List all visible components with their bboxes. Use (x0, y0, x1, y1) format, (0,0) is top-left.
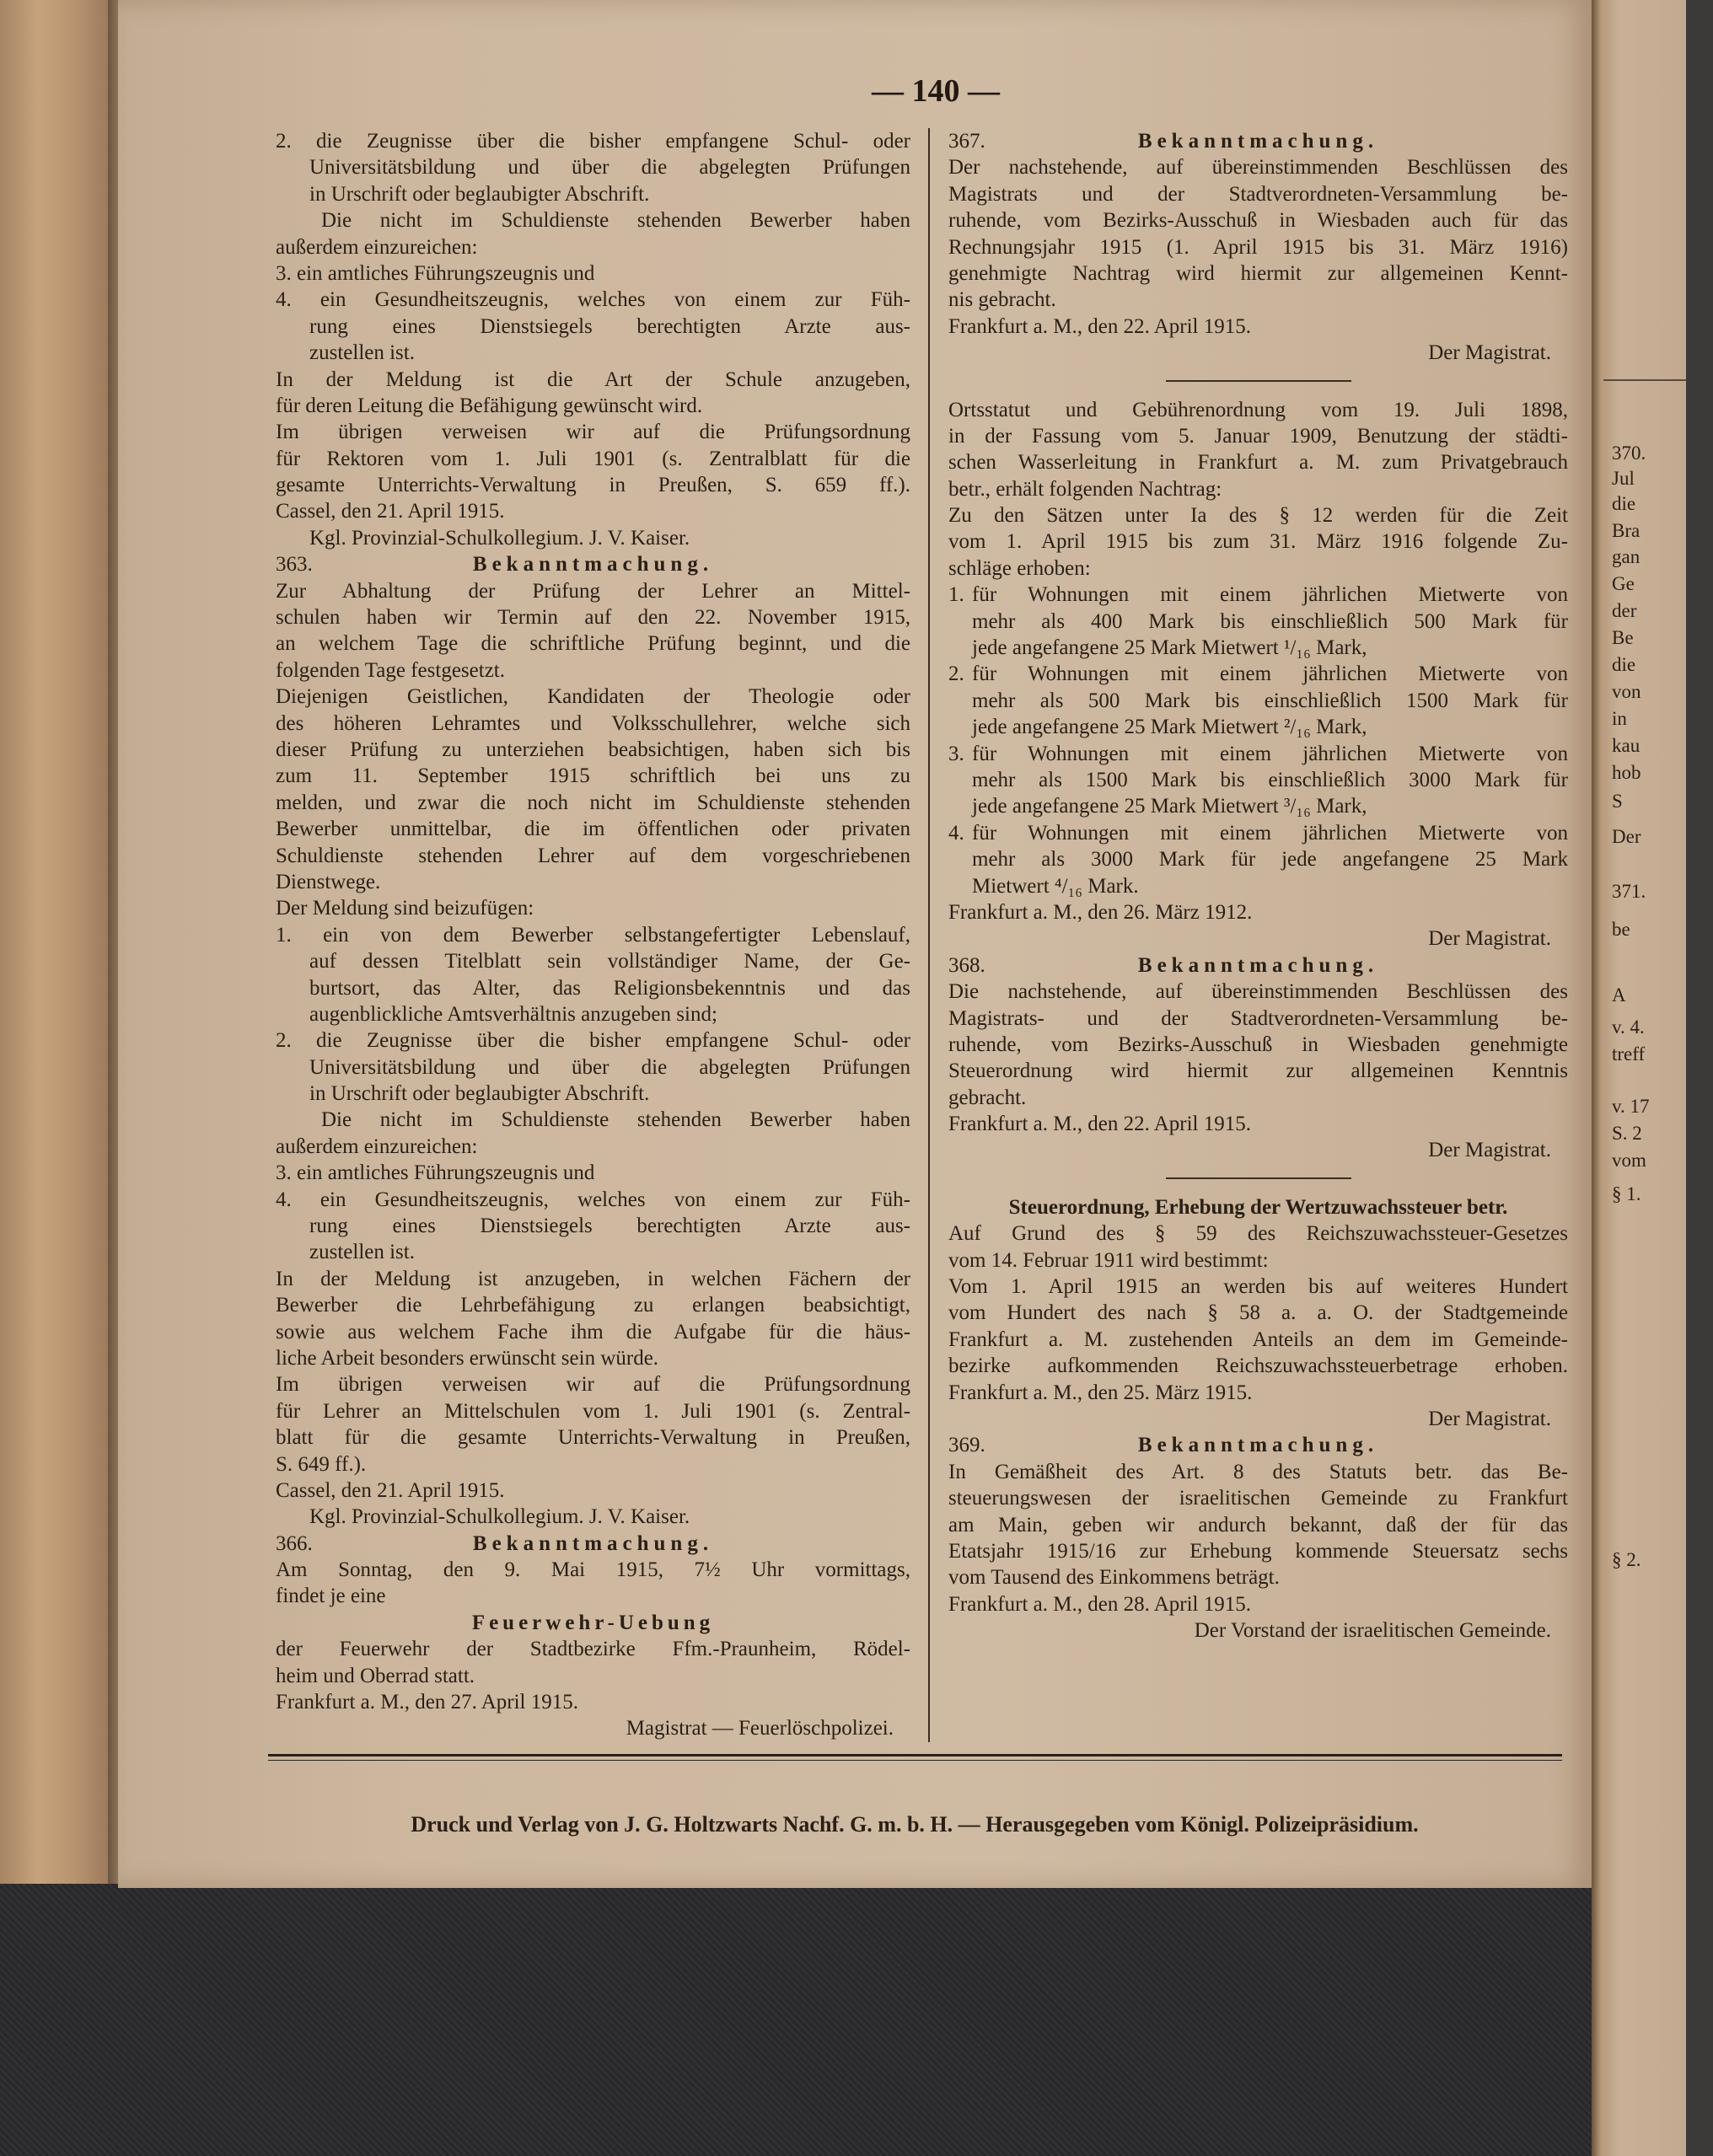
text-line: Auf Grund des § 59 des Reichszuwachssteuer-Gesetzes (948, 1222, 1568, 1246)
text-line: Frankfurt a. M., den 27. April 1915. (276, 1691, 578, 1714)
text-line: blatt für die gesamte Unterrichts-Verwaltung in Preußen, (276, 1426, 910, 1450)
footer-rule (268, 1754, 1562, 1756)
signature-line: Der Magistrat. (1428, 1407, 1551, 1430)
text-line: genehmigte Nachtrag wird hiermit zur allgemeinen Kennt- (948, 261, 1568, 285)
notice-title: Bekanntmachung. (472, 553, 714, 577)
neighbor-fragment: der (1612, 600, 1637, 621)
item-number: 3. (948, 742, 964, 765)
text-line: jede angefangene 25 Mark Mietwert ¹/₁₆ Mark, (972, 636, 1367, 660)
text-line: 1. ein von dem Bewerber selbstangefertigter Lebenslauf, (276, 923, 910, 947)
text-line: augenblickliche Amtsverhältnis anzugeben sind; (309, 1002, 717, 1026)
text-line: Im übrigen verweisen wir auf die Prüfungsordnung (276, 1373, 910, 1397)
text-line: dieser Prüfung zu unterziehen beabsichtigen, haben sich bis (276, 737, 910, 761)
signature-line: Der Magistrat. (1428, 1139, 1551, 1162)
text-line: Magistrats und der Stadtverordneten-Versammlung be- (948, 182, 1568, 206)
section-divider (1166, 1177, 1351, 1179)
text-line: 4. ein Gesundheitszeugnis, welches von einem zur Füh- (276, 288, 910, 312)
signature-line: Der Magistrat. (1428, 341, 1551, 365)
notice-number: 369. (948, 1434, 985, 1457)
neighbor-fragment: Jul (1612, 468, 1635, 489)
text-line: jede angefangene 25 Mark Mietwert ³/₁₆ Mark, (972, 795, 1367, 818)
neighbor-fragment: von (1612, 681, 1641, 702)
notice-title: Bekanntmachung. (472, 1531, 714, 1555)
neighbor-fragment: v. 17 (1612, 1096, 1650, 1117)
notice-number: 368. (948, 953, 985, 977)
neighbor-fragment: § 2. (1612, 1549, 1641, 1570)
text-line: ruhende, vom Bezirks-Ausschuß in Wiesbaden auch für das (948, 209, 1568, 233)
neighbor-fragment: S (1612, 791, 1623, 812)
text-line: bezirke aufkommenden Reichszuwachssteuerbetrage erhoben. (948, 1354, 1568, 1378)
text-line: gebracht. (948, 1086, 1027, 1109)
neighbor-fragment: gan (1612, 546, 1641, 567)
text-line: jede angefangene 25 Mark Mietwert ²/₁₆ Mark, (972, 716, 1367, 739)
text-line: in der Fassung vom 5. Januar 1909, Benutzung der städti- (948, 424, 1568, 448)
neighbor-fragment: be (1612, 919, 1630, 940)
notice-heading (948, 1432, 1568, 1458)
text-line: Universitätsbildung und über die abgelegten Prüfungen (309, 156, 910, 180)
text-line: Cassel, den 21. April 1915. (276, 500, 505, 523)
text-line: in Urschrift oder beglaubigter Abschrift. (309, 1082, 650, 1106)
signature-line: Der Magistrat. (1428, 927, 1551, 951)
neighbor-divider (1603, 379, 1686, 381)
text-line: Cassel, den 21. April 1915. (276, 1478, 505, 1502)
text-line: auf dessen Titelblatt sein vollständiger Name, der Ge- (309, 950, 910, 973)
neighbor-fragment: Ge (1612, 573, 1635, 594)
item-number: 4. (948, 821, 964, 845)
text-line: außerdem einzureichen: (276, 1134, 478, 1158)
notice-368 (948, 952, 1568, 1164)
neighbor-fragment: die (1612, 493, 1636, 514)
column-divider (928, 128, 930, 1742)
text-line: mehr als 3000 Mark für jede angefangene 25 Mark (972, 848, 1568, 872)
text-line: für Wohnungen mit einem jährlichen Mietwerte von (972, 742, 1568, 765)
text-line: Steuerordnung wird hiermit zur allgemeinen Kenntnis (948, 1059, 1568, 1083)
text-line: 2. die Zeugnisse über die bisher empfangene Schul- oder (276, 1029, 910, 1053)
text-line: für Wohnungen mit einem jährlichen Mietwerte von (972, 821, 1568, 845)
notice-367 (948, 128, 1568, 367)
text-line: vom Tausend des Einkommens beträgt. (948, 1566, 1280, 1590)
notice-title: Bekanntmachung. (1137, 1434, 1379, 1457)
text-line: außerdem einzureichen: (276, 235, 478, 259)
text-line: Frankfurt a. M., den 28. April 1915. (948, 1592, 1251, 1616)
book-binding (0, 0, 108, 2156)
text-line: Dienstwege. (276, 870, 381, 893)
text-line: zum 11. September 1915 schriftlich bei uns zu (276, 764, 910, 788)
text-line: S. 649 ff.). (276, 1452, 367, 1476)
text-line: mehr als 1500 Mark bis einschließlich 3000 Mark für (972, 768, 1568, 791)
notice-heading (948, 128, 1568, 154)
text-line: Magistrats- und der Stadtverordneten-Versammlung be- (948, 1006, 1568, 1030)
text-line: Zur Abhaltung der Prüfung der Lehrer an Mittel- (276, 579, 910, 603)
text-line: Frankfurt a. M., den 22. April 1915. (948, 314, 1251, 338)
text-line: mehr als 400 Mark bis einschließlich 500 Mark für (972, 609, 1568, 633)
text-line: Frankfurt a. M., den 25. März 1915. (948, 1381, 1253, 1404)
section-divider (1166, 380, 1351, 382)
text-line: Die nachstehende, auf übereinstimmenden Beschlüssen des (948, 980, 1568, 1004)
text-line: zustellen ist. (309, 341, 415, 365)
notice-heading (276, 551, 910, 577)
text-line: Die nicht im Schuldienste stehenden Bewerber haben (321, 1108, 910, 1132)
list-item (948, 820, 1568, 899)
text-line: Diejenigen Geistlichen, Kandidaten der Theologie oder (276, 685, 910, 709)
neighbor-fragment: Bra (1612, 520, 1641, 541)
notice-title: Bekanntmachung. (1137, 953, 1379, 977)
text-line: heim und Oberrad statt. (276, 1664, 475, 1687)
binding-edge (108, 0, 118, 2156)
text-line: rung eines Dienstsiegels berechtigten Arzte aus- (309, 1215, 910, 1238)
book-cover-bottom (0, 1884, 1593, 2156)
text-line: für Rektoren vom 1. Juli 1901 (s. Zentralblatt für die (276, 447, 910, 470)
neighbor-fragment: S. 2 (1612, 1123, 1642, 1144)
neighbor-fragment: 371. (1612, 881, 1646, 902)
list-item (948, 661, 1568, 740)
text-line: In der Meldung ist anzugeben, in welchen Fächern der (276, 1267, 910, 1290)
neighbor-fragment: in (1612, 708, 1627, 729)
text-line: rung eines Dienstsiegels berechtigten Arzte aus- (309, 314, 910, 338)
text-line: der Feuerwehr der Stadtbezirke Ffm.-Praunheim, Rödel- (276, 1638, 910, 1661)
neighbor-fragment: kau (1612, 735, 1641, 756)
notice-heading (276, 1531, 910, 1557)
text-line: Bewerber die Lehrbefähigung zu erlangen beabsichtigt, (276, 1294, 910, 1317)
neighbor-fragment: die (1612, 654, 1636, 675)
text-line: melden, und zwar die noch nicht im Schuldienste stehenden (276, 791, 910, 814)
text-line: betr., erhält folgenden Nachtrag: (948, 477, 1222, 501)
text-line: für deren Leitung die Befähigung gewünscht wird. (276, 394, 703, 417)
text-line: vom 1. April 1915 bis zum 31. März 1916 folgende Zu- (948, 530, 1568, 554)
notice-369 (948, 1432, 1568, 1644)
neighbor-fragment: Der (1612, 826, 1641, 847)
neighbor-fragment: vom (1612, 1150, 1646, 1171)
item-number: 1. (948, 583, 964, 607)
printer-imprint: Druck und Verlag von J. G. Holtzwarts Nachf. G. m. b. H. — Herausgegeben vom Königl. Polizeipräsidium. (411, 1812, 1419, 1837)
text-line: am Main, geben wir andurch bekannt, daß der für das (948, 1513, 1568, 1537)
text-line: Etatsjahr 1915/16 zur Erhebung kommende Steuersatz sechs (948, 1539, 1568, 1563)
text-line: Vom 1. April 1915 an werden bis auf weiteres Hundert (948, 1275, 1568, 1299)
text-line: Frankfurt a. M., den 26. März 1912. (948, 900, 1253, 924)
text-line: in Urschrift oder beglaubigter Abschrift. (309, 182, 650, 206)
text-line: zustellen ist. (309, 1241, 415, 1264)
text-line: schen Wasserleitung in Frankfurt a. M. zum Privatgebrauch (948, 451, 1568, 475)
neighbor-page (1592, 0, 1686, 2156)
text-line: findet je eine (276, 1585, 386, 1608)
item-number: 2. (948, 662, 964, 686)
text-line: Im übrigen verweisen wir auf die Prüfungsordnung (276, 421, 910, 444)
text-line: für Wohnungen mit einem jährlichen Mietwerte von (972, 583, 1568, 607)
notice-366 (276, 1531, 910, 1742)
event-title: Feuerwehr-Uebung (471, 1611, 715, 1634)
continued-notice (276, 128, 910, 551)
text-line: Frankfurt a. M., den 22. April 1915. (948, 1113, 1251, 1136)
text-line: Zu den Sätzen unter Ia des § 12 werden für die Zeit (948, 504, 1568, 528)
notice-number: 367. (948, 130, 985, 153)
signature-line: Kgl. Provinzial-Schulkollegium. J. V. Kaiser. (309, 526, 690, 550)
steuerordnung (948, 1194, 1568, 1433)
right-column (948, 128, 1568, 1644)
text-line: folgenden Tage festgesetzt. (276, 658, 505, 682)
neighbor-fragment: A (1612, 984, 1626, 1006)
text-line: mehr als 500 Mark bis einschließlich 1500 Mark für (972, 689, 1568, 712)
text-line: ruhende, vom Bezirks-Ausschuß in Wiesbaden genehmigte (948, 1032, 1568, 1056)
text-line: Rechnungsjahr 1915 (1. April 1915 bis 31. März 1916) (948, 235, 1568, 259)
text-line: sowie aus welchem Fache ihm die Aufgabe für die häus- (276, 1320, 910, 1343)
text-line: 2. die Zeugnisse über die bisher empfangene Schul- oder (276, 130, 910, 153)
text-line: an welchem Tage die schriftliche Prüfung beginnt, und die (276, 632, 910, 656)
list-item (948, 582, 1568, 661)
notice-363 (276, 551, 910, 1530)
text-line: Der nachstehende, auf übereinstimmenden Beschlüssen des (948, 156, 1568, 180)
footer-rule-thin (268, 1760, 1562, 1761)
neighbor-fragment: hob (1612, 762, 1641, 783)
text-line: des höheren Lehramtes und Volksschullehrer, welche sich (276, 711, 910, 735)
text-line: In der Meldung ist die Art der Schule anzugeben, (276, 367, 910, 391)
notice-heading (948, 952, 1568, 979)
text-line: Ortsstatut und Gebührenordnung vom 19. Juli 1898, (948, 398, 1568, 421)
text-line: steuerungswesen der israelitischen Gemeinde zu Frankfurt (948, 1487, 1568, 1510)
neighbor-fragment: § 1. (1612, 1183, 1641, 1204)
text-line: 3. ein amtliches Führungszeugnis und (276, 261, 595, 285)
text-line: für Lehrer an Mittelschulen vom 1. Juli 1901 (s. Zentral- (276, 1399, 910, 1423)
notice-number: 363. (276, 553, 313, 577)
neighbor-fragment: v. 4. (1612, 1016, 1645, 1038)
text-line: Frankfurt a. M. zustehenden Anteils an dem im Gemeinde- (948, 1327, 1568, 1351)
ortsstatut-nachtrag (948, 397, 1568, 952)
list-item (948, 741, 1568, 820)
text-line: für Wohnungen mit einem jährlichen Mietwerte von (972, 662, 1568, 686)
neighbor-fragment: Be (1612, 627, 1634, 648)
text-line: Schuldienste stehenden Lehrer auf dem vorgeschriebenen (276, 844, 910, 867)
text-line: gesamte Unterrichts-Verwaltung in Preußen, S. 659 ff.). (276, 474, 910, 497)
text-line: Universitätsbildung und über die abgelegten Prüfungen (309, 1055, 910, 1079)
signature-line: Magistrat — Feuerlöschpolizei. (626, 1717, 894, 1740)
text-line: Der Meldung sind beizufügen: (276, 897, 534, 920)
notice-title: Bekanntmachung. (1137, 130, 1379, 153)
text-line: Die nicht im Schuldienste stehenden Bewerber haben (321, 209, 910, 233)
page-number: — 140 — (872, 73, 1000, 109)
neighbor-fragment: treff (1612, 1043, 1646, 1065)
text-line: nis gebracht. (948, 288, 1056, 312)
neighbor-fragment: 370. (1612, 442, 1646, 464)
signature-line: Der Vorstand der israelitischen Gemeinde. (1194, 1619, 1551, 1643)
text-line: burtsort, das Alter, das Religionsbekenntnis und das (309, 976, 910, 1000)
text-line: In Gemäßheit des Art. 8 des Statuts betr. das Be- (948, 1460, 1568, 1483)
text-line: schulen haben wir Termin auf den 22. November 1915, (276, 606, 910, 630)
text-line: liche Arbeit besonders erwünscht sein würde. (276, 1346, 659, 1370)
text-line: vom Hundert des nach § 58 a. a. O. der Stadtgemeinde (948, 1301, 1568, 1325)
notice-number: 366. (276, 1531, 313, 1555)
text-line: 4. ein Gesundheitszeugnis, welches von einem zur Füh- (276, 1188, 910, 1211)
signature-line: Kgl. Provinzial-Schulkollegium. J. V. Kaiser. (309, 1505, 690, 1529)
text-line: 3. ein amtliches Führungszeugnis und (276, 1161, 595, 1185)
text-line: Mietwert ⁴/₁₆ Mark. (972, 874, 1139, 898)
left-column (276, 128, 910, 1742)
text-line: vom 14. Februar 1911 wird bestimmt: (948, 1248, 1269, 1272)
text-line: schläge erhoben: (948, 556, 1091, 580)
text-line: Bewerber unmittelbar, die im öffentlichen oder privaten (276, 818, 910, 841)
section-title: Steuerordnung, Erhebung der Wertzuwachssteuer betr. (1008, 1195, 1508, 1219)
text-line: Am Sonntag, den 9. Mai 1915, 7½ Uhr vormittags, (276, 1558, 910, 1582)
